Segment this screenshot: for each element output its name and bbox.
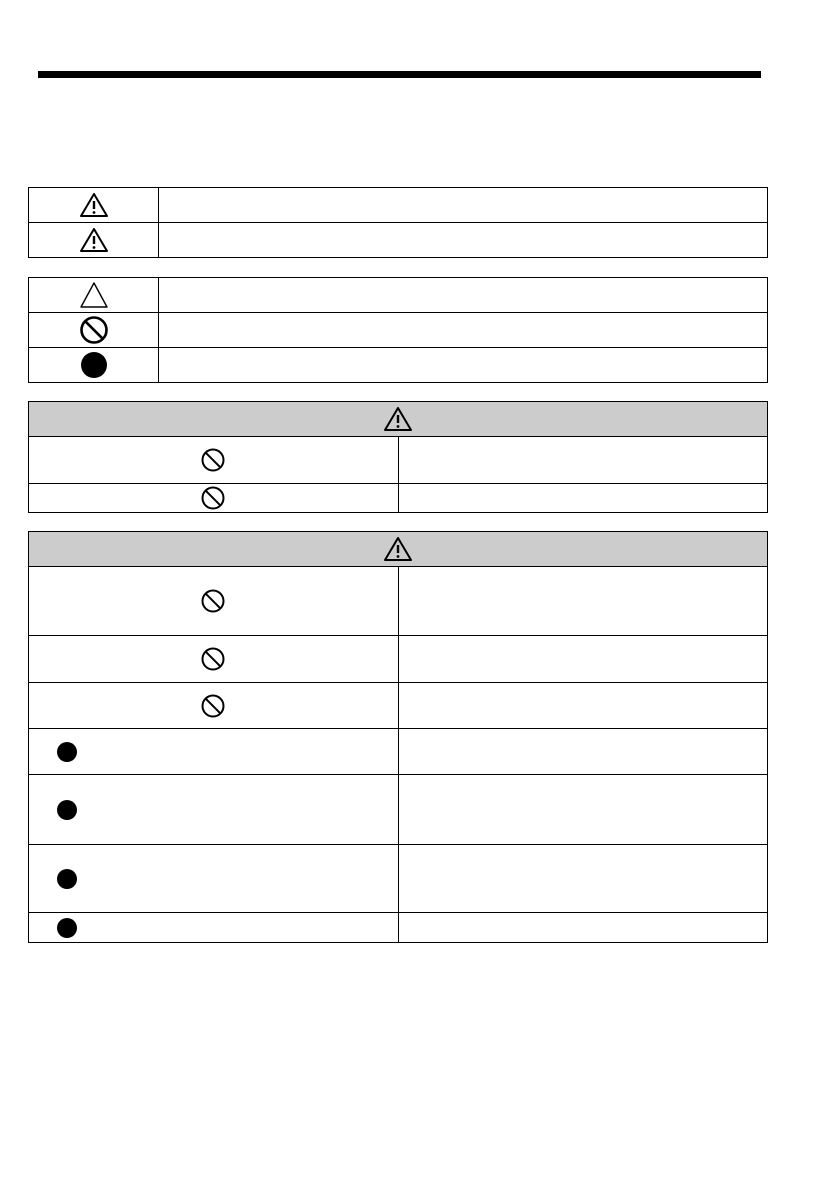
- warning-triangle-icon: [383, 406, 413, 432]
- row-text: [398, 775, 768, 845]
- table-row: [29, 484, 768, 513]
- row-text: [398, 729, 768, 775]
- warning-triangle-icon: [79, 192, 109, 218]
- icon-cell: [29, 636, 399, 683]
- table-row: [29, 775, 768, 845]
- icon-cell: [29, 484, 399, 513]
- icon-cell: [29, 313, 159, 348]
- icon-cell: [29, 437, 399, 484]
- symbol-legend-table: [28, 277, 768, 383]
- icon-cell: [29, 348, 159, 383]
- table-row: [29, 188, 768, 223]
- section-header: [29, 532, 768, 567]
- mandatory-dot-icon: [56, 917, 78, 939]
- section-header-row: [29, 532, 768, 567]
- mandatory-dot-icon: [56, 799, 78, 821]
- icon-cell: [29, 188, 159, 223]
- row-text: [159, 223, 768, 258]
- icon-cell: [29, 845, 399, 913]
- prohibited-icon: [200, 646, 226, 672]
- warning-section-table: [28, 401, 768, 513]
- row-text: [398, 636, 768, 683]
- prohibited-icon: [200, 485, 226, 511]
- prohibited-icon: [200, 588, 226, 614]
- icon-cell: [29, 913, 399, 943]
- icon-cell: [29, 683, 399, 729]
- table-row: [29, 313, 768, 348]
- row-text: [398, 913, 768, 943]
- icon-cell: [29, 729, 399, 775]
- section-header-row: [29, 402, 768, 437]
- top-rule: [38, 71, 761, 78]
- warning-triangle-icon: [79, 227, 109, 253]
- row-text: [398, 437, 768, 484]
- prohibited-icon: [79, 315, 109, 345]
- row-text: [159, 313, 768, 348]
- severity-legend-table: [28, 187, 768, 258]
- row-text: [398, 484, 768, 513]
- table-row: [29, 683, 768, 729]
- row-text: [159, 188, 768, 223]
- table-row: [29, 913, 768, 943]
- mandatory-dot-icon: [56, 868, 78, 890]
- prohibited-icon: [200, 693, 226, 719]
- icon-cell: [29, 223, 159, 258]
- table-row: [29, 636, 768, 683]
- table-row: [29, 348, 768, 383]
- icon-cell: [29, 775, 399, 845]
- caution-section-table: [28, 531, 768, 943]
- table-row: [29, 845, 768, 913]
- section-header: [29, 402, 768, 437]
- icon-cell: [29, 567, 399, 636]
- table-row: [29, 567, 768, 636]
- warning-triangle-icon: [383, 536, 413, 562]
- row-text: [398, 683, 768, 729]
- mandatory-dot-icon: [56, 741, 78, 763]
- caution-triangle-icon: [79, 281, 109, 309]
- row-text: [159, 348, 768, 383]
- row-text: [398, 845, 768, 913]
- table-row: [29, 437, 768, 484]
- table-row: [29, 278, 768, 313]
- prohibited-icon: [200, 447, 226, 473]
- mandatory-dot-icon: [79, 350, 109, 380]
- table-row: [29, 223, 768, 258]
- row-text: [159, 278, 768, 313]
- icon-cell: [29, 278, 159, 313]
- row-text: [398, 567, 768, 636]
- table-row: [29, 729, 768, 775]
